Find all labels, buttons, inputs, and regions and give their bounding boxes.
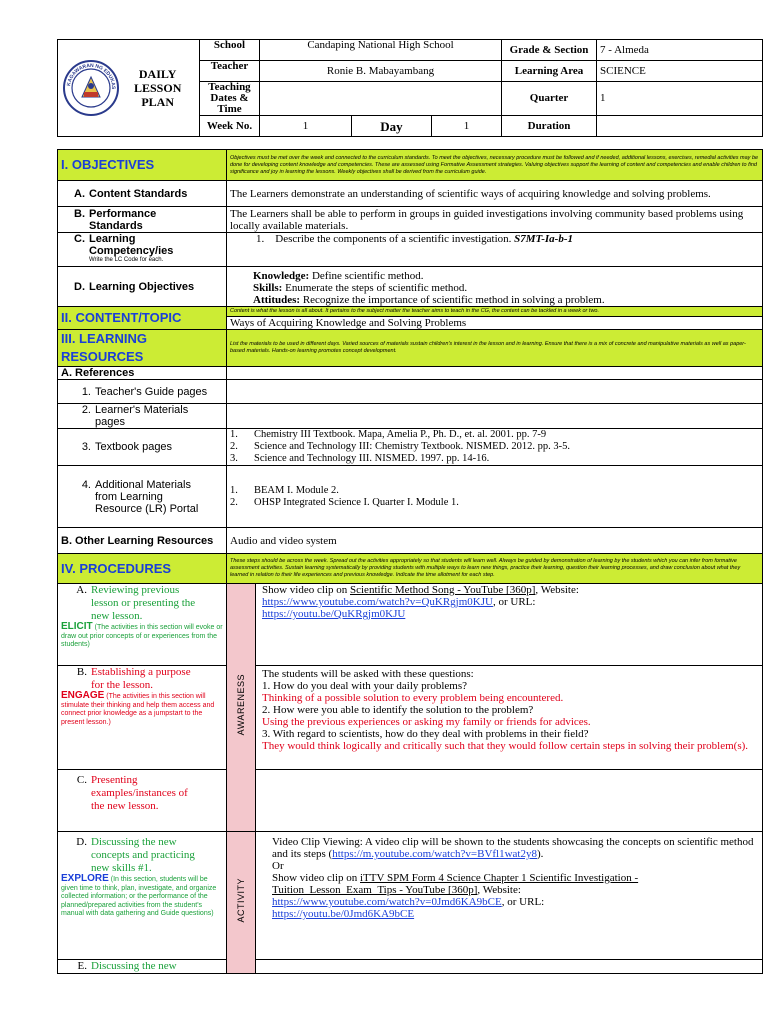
- competency-label: C. Learning Competency/ies Write the LC Code for each.: [58, 233, 227, 267]
- lesson-table: [57, 149, 763, 974]
- learners-materials-value: [227, 404, 763, 429]
- resources-note: List the materials to be used in different days. Varied sources of materials sustain children's interest in the lesson and in learning. Ensure that there is a mix of concrete and manipulative materials as well as paper-based materials. Hands-on learning promotes concept development.: [227, 330, 763, 367]
- resources-heading: III. LEARNING RESOURCES: [61, 331, 147, 364]
- duration-label: Duration: [502, 116, 597, 137]
- objectives-heading-cell: [58, 150, 227, 181]
- procedures-note: These steps should be across the week. Spread out the activities appropriately so that students will learn well. Always be guided by demonstration of learning by the students which you can infer from formative assessment activities. Sustain learning systematically by providing students with multiple ways to learn new things, practice their learning, question their learning processes, and draw conclusion about what they learned in relation to their life experiences and previous knowledge. Indicate the time allotment for each step.: [227, 554, 763, 584]
- grade-label: Grade & Section: [502, 40, 597, 61]
- procedure-a-label: A. Reviewing previous lesson or presenting the new lesson. ELICIT (The activities in this section will evoke or draw out prior concepts of or experiences from the students): [58, 584, 227, 666]
- grade-value: 7 - Almeda: [597, 40, 763, 61]
- procedure-e-label: E. Discussing the new: [58, 960, 227, 974]
- procedure-a-content: Show video clip on Scientific Method Song - YouTube [360p], Website: https://www.youtube.com/watch?v=QuKRgjm0KJU, or URL: https://youtu.be/QuKRgjm0KJU: [256, 584, 763, 666]
- dates-value: [260, 82, 502, 116]
- logo-title-cell: [58, 40, 200, 137]
- performance-standards-label: B. Performance Standards: [58, 207, 227, 233]
- video-link-4[interactable]: https://www.youtube.com/watch?v=0Jmd6KA9bCE: [272, 896, 502, 908]
- material-item: OHSP Integrated Science I. Quarter I. Module 1.: [254, 496, 459, 508]
- procedures-heading: IV. PROCEDURES: [61, 560, 172, 576]
- procedures-heading-cell: [58, 554, 227, 584]
- references-heading: A. References: [58, 367, 227, 380]
- learning-objectives-value: Knowledge: Define scientific method. Skills: Enumerate the steps of scientific method. Attitudes: Recognize the importance of scientific method in solving a problem.: [227, 267, 763, 307]
- seal-text: KAGAWARAN NG EDUKAS: [66, 62, 117, 90]
- school-label: School: [200, 40, 260, 61]
- elicit-phase: ELICIT: [61, 621, 93, 632]
- video-link-5[interactable]: https://youtu.be/0Jmd6KA9bCE: [272, 908, 415, 920]
- procedure-b-content: The students will be asked with these questions: 1. How do you deal with your daily problems? Thinking of a possible solution to every problem being encountered. 2. How were you able to identify the solution to the problem? Using the previous experiences or asking my family or friends for advices. 3. With regard to scientists, how do they deal with problems in their field? They would think logically and critically such that they would follow certain steps in solving their problem(s).: [256, 666, 763, 770]
- day-value: 1: [432, 116, 502, 137]
- awareness-label: AWARENESS: [236, 674, 246, 736]
- procedure-c-label: C. Presenting examples/instances of the new lesson.: [58, 770, 227, 832]
- deped-seal-icon: [62, 59, 120, 117]
- objectives-note: Objectives must be met over the week and connected to the curriculum standards. To meet the objectives, necessary procedure must be followed and if needed, additional lessons, exercises, remedial activities may be done for developing content knowledge and competencies. These are assessed using Formative Assessment strategies. Valuing objectives support the learning of content and competencies and enable children to find significance and joy in learning the lessons. Weekly objectives shall be derived from the curriculum guide.: [227, 150, 763, 181]
- textbook-item: Science and Technology III. NISMED. 1997. pp. 14-16.: [254, 453, 490, 464]
- content-standards-label: A. Content Standards: [58, 181, 227, 207]
- duration-value: [597, 116, 763, 137]
- competency-code: S7MT-Ia-b-1: [514, 233, 574, 245]
- competency-value: 1. Describe the components of a scientific investigation. S7MT-Ia-b-1: [227, 233, 763, 267]
- day-label: Day: [352, 116, 432, 137]
- references-empty: [227, 367, 763, 380]
- teachers-guide-label: 1. Teacher's Guide pages: [58, 380, 227, 404]
- answer-3: They would think logically and critically such that they would follow certain steps in solving their problem(s).: [262, 740, 749, 752]
- teachers-guide-value: [227, 380, 763, 404]
- additional-materials-label: 4. Additional Materials from Learning Resource (LR) Portal: [58, 466, 227, 528]
- video-link-3[interactable]: https://m.youtube.com/watch?v=BVfl1wat2y8: [332, 848, 537, 860]
- quarter-value: 1: [597, 82, 763, 116]
- engage-phase: ENGAGE: [61, 690, 105, 701]
- week-value: 1: [260, 116, 352, 137]
- competency-sub: Write the LC Code for each.: [89, 257, 164, 263]
- header-table: [57, 39, 763, 137]
- procedure-d-content: Video Clip Viewing: A video clip will be shown to the students showcasing the concepts on scientific method and its steps (https://m.youtube.com/watch?v=BVfl1wat2y8). Or Show video clip on iTTV SPM Form 4 Science Chapter 1 Scientific Investigation - Tuition_Lesson_Exam_Tips - YouTube [360p], Website: https://www.youtube.com/watch?v=0Jmd6KA9bCE, or URL: https://youtu.be/0Jmd6KA9bCE: [256, 832, 763, 960]
- teacher-value: Ronie B. Mabayambang: [260, 61, 502, 82]
- content-standards-value: The Learners demonstrate an understanding of scientific ways of acquiring knowledge and solving problems.: [227, 181, 763, 207]
- procedure-c-content: [256, 770, 763, 832]
- explore-phase: EXPLORE: [61, 873, 109, 884]
- video-link-2[interactable]: https://youtu.be/QuKRgjm0KJU: [262, 608, 406, 620]
- week-label: Week No.: [200, 116, 260, 137]
- content-note: Content is what the lesson is all about. It pertains to the subject matter the teacher aims to teach in the CG, the content can be tackled in a week or two.: [227, 307, 763, 317]
- answer-2: Using the previous experiences or asking my family or friends for advices.: [262, 716, 591, 728]
- textbook-list: 1. Chemistry III Textbook. Mapa, Amelia P., Ph. D., et. al. 2001. pp. 7-9 2. Science and Technology III: Chemistry Textbook. NISMED. 2012. pp. 3-5. 3. Science and Technology III. NISMED. 1997. pp. 14-16.: [227, 429, 763, 466]
- procedure-e-content: [256, 960, 763, 974]
- procedure-d-label: D. Discussing the new concepts and practicing new skills #1. EXPLORE (In this section, students will be given time to think, plan, investigate, and organize collected information; or the performance of the planned/prepared activities from the student's manual with data gathering and Guide questions): [58, 832, 227, 960]
- content-heading-cell: [58, 307, 227, 330]
- content-value: Ways of Acquiring Knowledge and Solving Problems: [227, 317, 763, 330]
- activity-label: ACTIVITY: [236, 877, 246, 923]
- objectives-heading: I. OBJECTIVES: [61, 157, 155, 172]
- activity-band: [227, 832, 256, 974]
- learning-objectives-label: D. Learning Objectives: [58, 267, 227, 307]
- performance-standards-value: The Learners shall be able to perform in groups in guided investigations involving community based problems using locally available materials.: [227, 207, 763, 233]
- procedure-b-label: B. Establishing a purpose for the lesson. ENGAGE (The activities in this section will stimulate their thinking and help them access and connect prior knowledge as a jumpstart to the present lesson.): [58, 666, 227, 770]
- other-resources-label: B. Other Learning Resources: [58, 528, 227, 554]
- textbook-item: Science and Technology III: Chemistry Textbook. NISMED. 2012. pp. 3-5.: [254, 441, 571, 452]
- content-heading: II. CONTENT/TOPIC: [61, 310, 182, 325]
- learners-materials-label: 2. Learner's Materials pages: [58, 404, 227, 429]
- textbook-item: Chemistry III Textbook. Mapa, Amelia P., Ph. D., et. al. 2001. pp. 7-9: [254, 429, 547, 440]
- video-link-1[interactable]: https://www.youtube.com/watch?v=QuKRgjm0KJU: [262, 596, 493, 608]
- teacher-label: Teacher: [200, 61, 260, 82]
- area-label: Learning Area: [502, 61, 597, 82]
- page-title: DAILY LESSON PLAN: [134, 67, 182, 109]
- resources-heading-cell: [58, 330, 227, 367]
- other-resources-value: Audio and video system: [227, 528, 763, 554]
- school-value: Candaping National High School: [260, 40, 502, 61]
- additional-materials-list: 1. BEAM I. Module 2. 2. OHSP Integrated Science I. Quarter I. Module 1.: [227, 466, 763, 528]
- quarter-label: Quarter: [502, 82, 597, 116]
- material-item: BEAM I. Module 2.: [254, 484, 339, 496]
- video-title-2: iTTV SPM Form 4 Science Chapter 1 Scientific Investigation - Tuition_Lesson_Exam_Tips - YouTube [360p]: [272, 872, 639, 896]
- answer-1: Thinking of a possible solution to every problem being encountered.: [262, 692, 564, 704]
- video-title-1: Scientific Method Song - YouTube [360p]: [350, 584, 536, 596]
- awareness-band: [227, 584, 256, 832]
- textbook-label: 3. Textbook pages: [58, 429, 227, 466]
- area-value: SCIENCE: [597, 61, 763, 82]
- dates-label: Teaching Dates & Time: [200, 82, 260, 116]
